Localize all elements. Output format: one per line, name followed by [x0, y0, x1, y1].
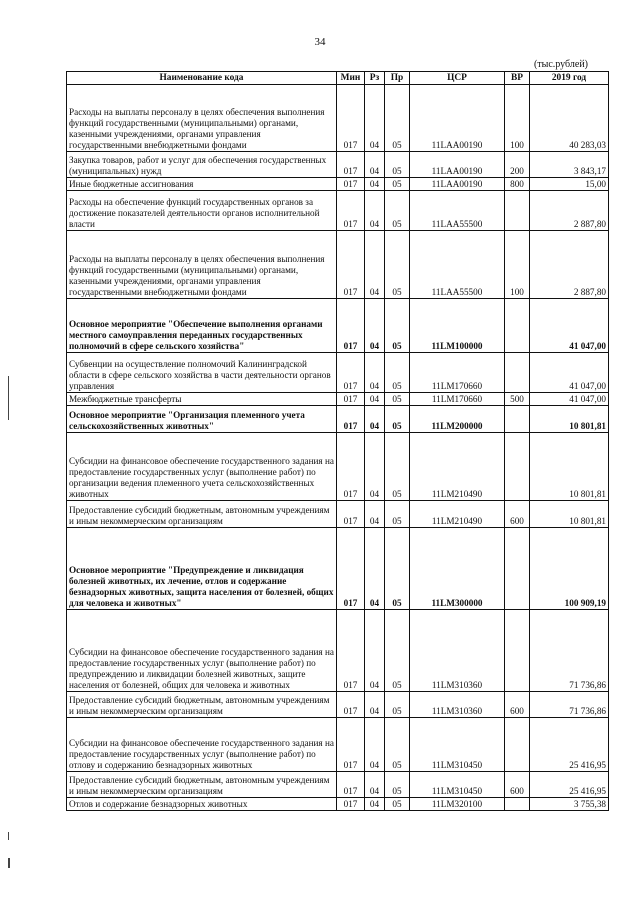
cell-pr: 05	[385, 528, 410, 610]
table-row	[67, 353, 609, 393]
cell-vr: 600	[505, 772, 530, 798]
table-row	[67, 528, 609, 610]
cell-vr: 600	[505, 692, 530, 718]
cell-min: 017	[337, 85, 365, 152]
cell-min: 017	[337, 152, 365, 178]
cell-pr: 05	[385, 191, 410, 231]
cell-rz: 04	[365, 299, 385, 353]
cell-amount: 10 801,81	[530, 406, 609, 433]
cell-rz: 04	[365, 718, 385, 772]
cell-name: Межбюджетные трансферты	[67, 393, 337, 406]
cell-min: 017	[337, 772, 365, 798]
cell-csr: 11LM210490	[410, 501, 505, 528]
table-header-row	[67, 72, 609, 85]
table-row	[67, 406, 609, 433]
cell-rz: 04	[365, 231, 385, 299]
cell-csr: 11LM310450	[410, 772, 505, 798]
page-number: 34	[314, 36, 326, 48]
cell-name: Отлов и содержание безнадзорных животных	[67, 798, 337, 811]
cell-pr: 05	[385, 299, 410, 353]
cell-pr: 05	[385, 433, 410, 501]
cell-csr: 11LAA55500	[410, 191, 505, 231]
header-pr: Пр	[385, 72, 410, 85]
cell-name: Основное мероприятие "Предупреждение и ликвидация болезней животных, их лечение, отлов и содержание безнадзорных животных, защита населения от болезней, общих для человека и животных"	[67, 528, 337, 610]
cell-name: Основное мероприятие "Обеспечение выполнения органами местного самоуправления переданных государственных полномочий в сфере сельского хозяйства"	[67, 299, 337, 353]
cell-name: Субсидии на финансовое обеспечение государственного задания на предоставление государственных услуг (выполнение работ) по отлову и содержанию безнадзорных животных	[67, 718, 337, 772]
cell-csr: 11LM100000	[410, 299, 505, 353]
cell-vr: 600	[505, 501, 530, 528]
table-row	[67, 433, 609, 501]
cell-vr	[505, 528, 530, 610]
header-name: Наименование кода	[67, 72, 337, 85]
cell-pr: 05	[385, 718, 410, 772]
cell-name: Закупка товаров, работ и услуг для обеспечения государственных (муниципальных) нужд	[67, 152, 337, 178]
cell-pr: 05	[385, 692, 410, 718]
cell-min: 017	[337, 610, 365, 692]
cell-amount: 2 887,80	[530, 231, 609, 299]
cell-pr: 05	[385, 353, 410, 393]
table-row	[67, 393, 609, 406]
cell-min: 017	[337, 191, 365, 231]
cell-amount: 41 047,00	[530, 353, 609, 393]
cell-pr: 05	[385, 393, 410, 406]
cell-vr	[505, 191, 530, 231]
cell-csr: 11LM300000	[410, 528, 505, 610]
cell-pr: 05	[385, 178, 410, 191]
cell-csr: 11LAA55500	[410, 231, 505, 299]
cell-amount: 15,00	[530, 178, 609, 191]
cell-amount: 3 755,38	[530, 798, 609, 811]
margin-mark-left-lower	[8, 832, 9, 840]
cell-amount: 2 887,80	[530, 191, 609, 231]
cell-amount: 25 416,95	[530, 718, 609, 772]
cell-min: 017	[337, 433, 365, 501]
cell-amount: 100 909,19	[530, 528, 609, 610]
table-row	[67, 85, 609, 152]
table-row	[67, 191, 609, 231]
margin-mark-left	[8, 376, 9, 420]
table-row	[67, 178, 609, 191]
cell-name: Субсидии на финансовое обеспечение государственного задания на предоставление государственных услуг (выполнение работ) по организации ведения племенного учета сельскохозяйственных животных	[67, 433, 337, 501]
cell-rz: 04	[365, 85, 385, 152]
cell-name: Субвенции на осуществление полномочий Калининградской области в сфере сельского хозяйства в части деятельности органов управления	[67, 353, 337, 393]
cell-csr: 11LM310360	[410, 610, 505, 692]
cell-rz: 04	[365, 152, 385, 178]
cell-csr: 11LM310360	[410, 692, 505, 718]
cell-amount: 41 047,00	[530, 393, 609, 406]
table-row	[67, 798, 609, 811]
cell-name: Расходы на выплаты персоналу в целях обеспечения выполнения функций государственными (муниципальными) органами, казенными учреждениями, органами управления государственными внебюджетными фондами	[67, 231, 337, 299]
header-csr: ЦСР	[410, 72, 505, 85]
cell-rz: 04	[365, 692, 385, 718]
cell-name: Расходы на обеспечение функций государственных органов за достижение показателей деятельности органов исполнительной власти	[67, 191, 337, 231]
table-row	[67, 610, 609, 692]
cell-csr: 11LM170660	[410, 393, 505, 406]
header-rz: Рз	[365, 72, 385, 85]
cell-amount: 71 736,86	[530, 692, 609, 718]
cell-rz: 04	[365, 191, 385, 231]
cell-vr: 200	[505, 152, 530, 178]
cell-csr: 11LAA00190	[410, 85, 505, 152]
cell-vr	[505, 406, 530, 433]
cell-csr: 11LM200000	[410, 406, 505, 433]
cell-min: 017	[337, 406, 365, 433]
budget-table	[66, 71, 609, 811]
cell-min: 017	[337, 528, 365, 610]
cell-vr	[505, 299, 530, 353]
cell-name: Расходы на выплаты персоналу в целях обеспечения выполнения функций государственными (муниципальными) органами, казенными учреждениями, органами управления государственными внебюджетными фондами	[67, 85, 337, 152]
cell-csr: 11LAA00190	[410, 178, 505, 191]
cell-vr: 100	[505, 231, 530, 299]
cell-min: 017	[337, 231, 365, 299]
cell-name: Предоставление субсидий бюджетным, автономным учреждениям и иным некоммерческим организациям	[67, 501, 337, 528]
cell-rz: 04	[365, 433, 385, 501]
cell-rz: 04	[365, 501, 385, 528]
table-row	[67, 152, 609, 178]
cell-pr: 05	[385, 610, 410, 692]
cell-name: Иные бюджетные ассигнования	[67, 178, 337, 191]
cell-amount: 3 843,17	[530, 152, 609, 178]
cell-vr: 100	[505, 85, 530, 152]
cell-csr: 11LM320100	[410, 798, 505, 811]
cell-rz: 04	[365, 406, 385, 433]
cell-vr	[505, 353, 530, 393]
cell-name: Предоставление субсидий бюджетным, автономным учреждениям и иным некоммерческим организациям	[67, 772, 337, 798]
cell-pr: 05	[385, 231, 410, 299]
cell-min: 017	[337, 501, 365, 528]
cell-pr: 05	[385, 406, 410, 433]
cell-name: Субсидии на финансовое обеспечение государственного задания на предоставление государственных услуг (выполнение работ) по предупреждению и ликвидации болезней животных, защите населения от болезней, общих для человека и животных	[67, 610, 337, 692]
table-row	[67, 231, 609, 299]
cell-rz: 04	[365, 393, 385, 406]
margin-mark-left-bottom	[8, 858, 10, 868]
cell-rz: 04	[365, 798, 385, 811]
cell-pr: 05	[385, 798, 410, 811]
cell-pr: 05	[385, 85, 410, 152]
table-row	[67, 299, 609, 353]
cell-csr: 11LAA00190	[410, 152, 505, 178]
cell-amount: 10 801,81	[530, 433, 609, 501]
cell-csr: 11LM170660	[410, 353, 505, 393]
cell-min: 017	[337, 692, 365, 718]
cell-min: 017	[337, 798, 365, 811]
cell-pr: 05	[385, 501, 410, 528]
cell-vr	[505, 798, 530, 811]
cell-name: Предоставление субсидий бюджетным, автономным учреждениям и иным некоммерческим организациям	[67, 692, 337, 718]
cell-amount: 25 416,95	[530, 772, 609, 798]
cell-name: Основное мероприятие "Организация племенного учета сельскохозяйственных животных"	[67, 406, 337, 433]
table-row	[67, 718, 609, 772]
cell-vr: 800	[505, 178, 530, 191]
header-vr: ВР	[505, 72, 530, 85]
cell-amount: 40 283,03	[530, 85, 609, 152]
cell-rz: 04	[365, 178, 385, 191]
cell-vr	[505, 718, 530, 772]
units-label: (тыс.рублей)	[533, 59, 588, 70]
cell-csr: 11LM210490	[410, 433, 505, 501]
cell-min: 017	[337, 299, 365, 353]
table-body	[67, 85, 609, 811]
cell-rz: 04	[365, 353, 385, 393]
cell-min: 017	[337, 178, 365, 191]
cell-csr: 11LM310450	[410, 718, 505, 772]
header-min: Мин	[337, 72, 365, 85]
cell-min: 017	[337, 393, 365, 406]
table-row	[67, 692, 609, 718]
table-row	[67, 772, 609, 798]
cell-vr	[505, 433, 530, 501]
table-row	[67, 501, 609, 528]
header-year: 2019 год	[530, 72, 609, 85]
cell-vr: 500	[505, 393, 530, 406]
cell-rz: 04	[365, 610, 385, 692]
cell-rz: 04	[365, 528, 385, 610]
cell-amount: 41 047,00	[530, 299, 609, 353]
cell-amount: 71 736,86	[530, 610, 609, 692]
cell-rz: 04	[365, 772, 385, 798]
cell-pr: 05	[385, 772, 410, 798]
cell-min: 017	[337, 353, 365, 393]
cell-vr	[505, 610, 530, 692]
cell-amount: 10 801,81	[530, 501, 609, 528]
cell-pr: 05	[385, 152, 410, 178]
cell-min: 017	[337, 718, 365, 772]
